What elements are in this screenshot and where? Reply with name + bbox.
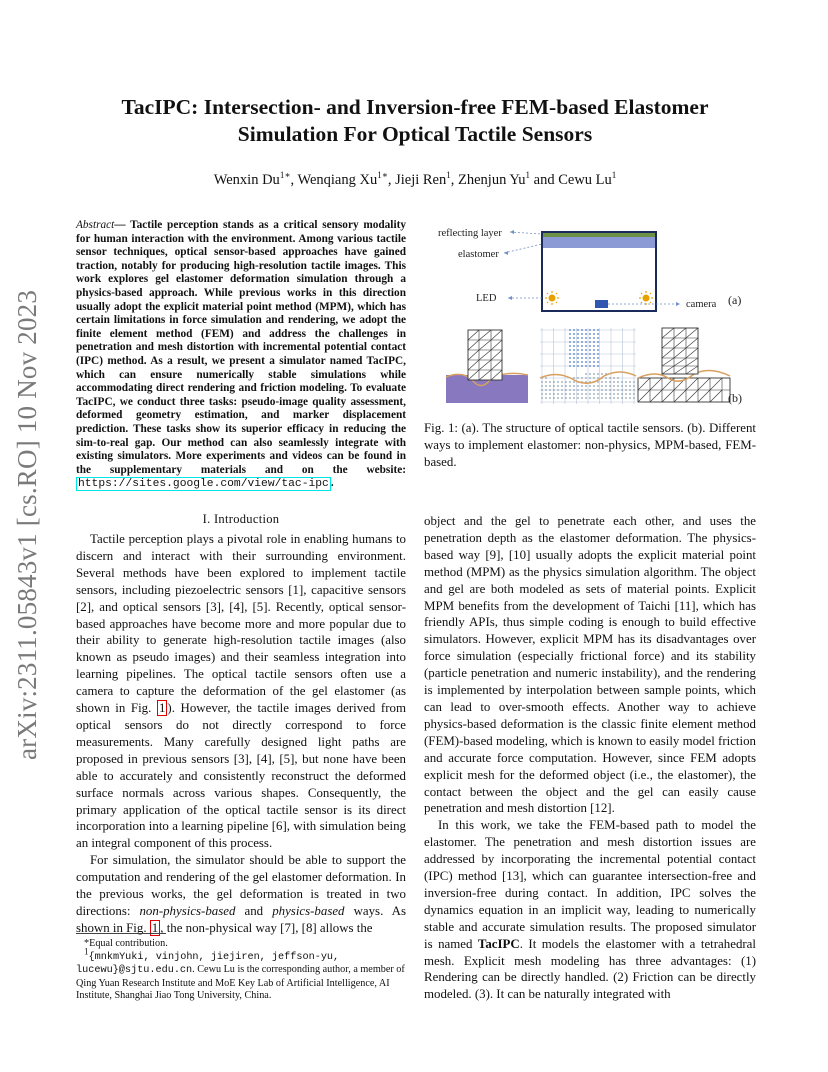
material-point (581, 389, 583, 391)
material-point (589, 385, 591, 387)
material-point (585, 349, 587, 351)
material-point (553, 385, 555, 387)
material-point (585, 345, 587, 347)
material-point (585, 341, 587, 343)
material-point (585, 365, 587, 367)
material-point (581, 365, 583, 367)
material-point (629, 381, 631, 383)
material-point (617, 377, 619, 379)
material-point (565, 385, 567, 387)
author-affiliation: 1 (611, 170, 617, 181)
material-point (585, 361, 587, 363)
material-point (593, 389, 595, 391)
material-point (545, 397, 547, 399)
material-point (565, 389, 567, 391)
material-point (577, 337, 579, 339)
led-right-icon (639, 291, 653, 305)
material-point (573, 385, 575, 387)
material-point (625, 385, 627, 387)
material-point (625, 397, 627, 399)
material-point (561, 397, 563, 399)
arrow-icon (504, 251, 508, 255)
material-point (593, 345, 595, 347)
material-point (621, 397, 623, 399)
label-reflecting-layer: reflecting layer (438, 228, 502, 239)
material-point (629, 389, 631, 391)
material-point (585, 397, 587, 399)
material-point (605, 393, 607, 395)
label-a: (a) (728, 293, 742, 307)
material-point (617, 397, 619, 399)
material-point (541, 397, 543, 399)
material-point (573, 365, 575, 367)
material-point (601, 385, 603, 387)
material-point (569, 357, 571, 359)
material-point (545, 393, 547, 395)
material-point (589, 333, 591, 335)
abstract: Abstract— Tactile perception stands as a critical sensory modality for human interaction with the environment. Among various tactile sensor techniques, optical sensor-based approaches have gained traction, notably for producing high-resolution tactile images. This work explores gel elastomer deformation simulation through a physics-based approach. While previous works in this direction usually adopt the explicit material point method (MPM), which has certain limitations in force simulation and rendering, we adopt the finite element method (FEM) and address the challenges in penetration and mesh distortion with incremental potential contact (IPC) method. As a result, we present a simulator named TacIPC, which can ensure numerically stable simulations while accommodating direct rendering and friction modeling. To evaluate TacIPC, we conduct three tasks: pseudo-image quality assessment, deformed geometry estimation, and marker displacement prediction. These tasks show its superior efficacy in reducing the sim-to-real gap. Our method can also seamlessly integrate with existing simulators. More experiments and videos can be found in the supplementary materials and on the website: https://sites.google.com/view/tac-ipc . (76, 219, 406, 491)
material-point (569, 385, 571, 387)
material-point (565, 393, 567, 395)
material-point (613, 397, 615, 399)
material-point (569, 353, 571, 355)
material-point (633, 381, 635, 383)
material-point (601, 397, 603, 399)
material-point (633, 389, 635, 391)
figure-reference-link[interactable]: 1 (151, 920, 159, 935)
material-point (545, 385, 547, 387)
material-point (601, 373, 603, 375)
material-point (573, 381, 575, 383)
material-point (549, 381, 551, 383)
material-point (633, 385, 635, 387)
material-point (585, 333, 587, 335)
material-point (573, 377, 575, 379)
material-point (573, 333, 575, 335)
title-line-1: TacIPC: Intersection- and Inversion-free FEM-based Elastomer (121, 95, 709, 119)
material-point (577, 365, 579, 367)
material-point (593, 329, 595, 331)
material-point (557, 385, 559, 387)
material-point (565, 381, 567, 383)
material-point (581, 341, 583, 343)
material-point (589, 361, 591, 363)
led-left-icon (545, 291, 559, 305)
material-point (625, 381, 627, 383)
material-point (549, 393, 551, 395)
material-point (569, 349, 571, 351)
material-point (601, 389, 603, 391)
material-point (597, 385, 599, 387)
material-point (609, 381, 611, 383)
label-elastomer: elastomer (458, 249, 499, 260)
footnote-affiliation: $^1${mnkmYuki, vinjohn, jiejiren, jeffson-yu, lucewu}@sjtu.edu.cn. Cewu Lu is the corresponding author, a member of Qing Yuan Research Institute and MoE Key Lab of Artificial Intelligence, AI Institute, Shanghai Jiao Tong University, China. (76, 946, 405, 1002)
panel-mpm (540, 328, 636, 404)
material-point (613, 381, 615, 383)
material-point (557, 381, 559, 383)
material-point (593, 397, 595, 399)
material-point (569, 389, 571, 391)
material-point (593, 377, 595, 379)
material-point (617, 381, 619, 383)
arxiv-identifier: arXiv:2311.05843v1 [cs.RO] 10 Nov 2023 (12, 289, 42, 760)
author-emails: {mnkmYuki, vinjohn, jiejiren, jeffson-yu, lucewu}@sjtu.edu.cn (76, 951, 340, 977)
material-point (589, 365, 591, 367)
material-point (581, 337, 583, 339)
material-point (597, 349, 599, 351)
material-point (573, 397, 575, 399)
author-affiliation: 1∗ (279, 170, 291, 181)
introduction-body (76, 531, 406, 937)
material-point (561, 385, 563, 387)
material-point (545, 377, 547, 379)
material-point (561, 389, 563, 391)
material-point (593, 361, 595, 363)
material-point (625, 393, 627, 395)
label-led: LED (476, 293, 497, 304)
footnote-equal-contribution: *Equal contribution. (84, 938, 168, 949)
material-point (541, 381, 543, 383)
abstract-text: — Tactile perception stands as a critical sensory modality for human interaction with the environment. Among various tactile sensor techniques, optical sensor-based approaches have gained traction, notably for producing high-resolution tactile images. This work explores gel elastomer deformation simulation through a physics-based approach. While previous works in this direction usually adopt the explicit material point method (MPM), which has certain limitations in force simulation and rendering, we adopt the finite element method (FEM) and address the challenges in penetration and mesh distortion with incremental potential contact (IPC) method. As a result, we present a simulator named TacIPC, which can ensure numerically stable simulations while accommodating direct rendering and friction modeling. To evaluate TacIPC, we conduct three tasks: pseudo-image quality assessment, deformed geometry estimation, and marker displacement prediction. These tasks show its superior efficacy in reducing the sim-to-real gap. Our method can also seamlessly integrate with existing simulators. More experiments and videos can be found in the supplementary materials and on the website: (76, 219, 406, 476)
material-point (589, 341, 591, 343)
material-point (585, 377, 587, 379)
material-point (569, 365, 571, 367)
material-point (589, 329, 591, 331)
arrow-icon (510, 230, 514, 234)
material-point (593, 393, 595, 395)
material-point (617, 393, 619, 395)
material-point (553, 381, 555, 383)
author-name: Jieji Ren (395, 172, 447, 188)
material-point (569, 397, 571, 399)
material-point (581, 361, 583, 363)
material-point (589, 357, 591, 359)
material-point (609, 397, 611, 399)
material-point (597, 357, 599, 359)
material-point (577, 385, 579, 387)
material-point (605, 381, 607, 383)
material-point (581, 357, 583, 359)
paragraph: For simulation, the simulator should be able to support the computation and rendering of the gel elastomer deformation. In the previous works, the gel deformation is treated in two directions: non-physics-based and physics-based ways. As shown in Fig. 1 , the non-physical way [7], [8] allows the (76, 853, 406, 935)
material-point (613, 389, 615, 391)
material-point (581, 345, 583, 347)
material-point (621, 393, 623, 395)
material-point (549, 385, 551, 387)
abstract-label: Abstract (76, 219, 115, 231)
material-point (585, 329, 587, 331)
author-affiliation: 1∗ (377, 170, 388, 181)
material-point (589, 337, 591, 339)
paper-title (80, 94, 750, 148)
material-point (573, 341, 575, 343)
paragraph: Tactile perception plays a pivotal role in enabling humans to discern and interact with their surrounding environment. Several methods have been explored to implement tactile sensors, including piezoelectric sensors [1], capacitive sensors [2], and optical sensors [3], [4], [5]. Recently, optical sensor-based approaches have become more and more popular due to their ability to generate high-resolution tactile images (also known as pseudo images) and their seamless integration into learning pipelines. The optical tactile sensors often use a camera to capture the deformation of the gel elastomer (as shown in Fig. 1 ). However, the tactile images derived from optical sensors do not directly correspond to force measurements. Many carefully designed light paths are proposed in previous sensors [3], [4], [5], but none have been able to accurately and consistently reconstruct the deformed surface normals across various shapes. Consequently, the primary application of the optical tactile sensor is its direct incorporation into a learning pipeline [6], with simulation being an integral component of this process. (76, 532, 406, 851)
arrow-icon (676, 302, 680, 306)
material-point (593, 357, 595, 359)
material-point (557, 397, 559, 399)
material-point (549, 397, 551, 399)
material-point (589, 377, 591, 379)
title-line-2: Simulation For Optical Tactile Sensors (237, 122, 593, 146)
material-point (577, 389, 579, 391)
website-link[interactable]: https://sites.google.com/view/tac-ipc (78, 478, 329, 491)
author-affiliation: 1 (446, 170, 451, 181)
material-point (597, 353, 599, 355)
material-point (569, 381, 571, 383)
material-point (585, 373, 587, 375)
material-point (569, 361, 571, 363)
label-camera: camera (686, 299, 717, 310)
material-point (609, 385, 611, 387)
material-point (541, 389, 543, 391)
material-point (573, 337, 575, 339)
material-point (569, 341, 571, 343)
material-point (577, 361, 579, 363)
right-column-body (424, 513, 756, 1003)
material-point (589, 393, 591, 395)
material-point (609, 389, 611, 391)
material-point (545, 389, 547, 391)
arrow-icon (508, 296, 512, 300)
material-point (617, 385, 619, 387)
figure-caption: Fig. 1: (a). The structure of optical tactile sensors. (b). Different ways to implement elastomer: non-physics, MPM-based, FEM-based. (424, 421, 756, 469)
material-point (569, 345, 571, 347)
material-point (585, 353, 587, 355)
material-point (553, 397, 555, 399)
material-point (585, 337, 587, 339)
camera-icon (595, 300, 608, 308)
material-point (605, 389, 607, 391)
figure-1 (424, 220, 756, 415)
material-point (573, 389, 575, 391)
material-point (541, 393, 543, 395)
material-point (597, 377, 599, 379)
author-name: Zhenjun Yu (458, 172, 526, 188)
author-name: Cewu Lu (558, 172, 612, 188)
material-point (573, 393, 575, 395)
material-point (581, 393, 583, 395)
material-point (597, 329, 599, 331)
material-point (629, 397, 631, 399)
material-point (581, 385, 583, 387)
material-point (601, 393, 603, 395)
author-name: Wenxin Du (213, 172, 280, 188)
material-point (597, 393, 599, 395)
material-point (625, 389, 627, 391)
material-point (561, 381, 563, 383)
material-point (589, 349, 591, 351)
material-point (613, 385, 615, 387)
material-point (633, 397, 635, 399)
material-point (573, 349, 575, 351)
material-point (605, 397, 607, 399)
material-point (593, 337, 595, 339)
material-point (597, 373, 599, 375)
material-point (585, 357, 587, 359)
material-point (593, 353, 595, 355)
material-point (573, 361, 575, 363)
material-point (577, 341, 579, 343)
material-point (585, 385, 587, 387)
material-point (597, 397, 599, 399)
material-point (609, 393, 611, 395)
elastomer-layer (542, 237, 656, 248)
material-point (589, 373, 591, 375)
material-point (593, 365, 595, 367)
material-point (569, 337, 571, 339)
panel-fem (638, 328, 730, 402)
material-point (617, 389, 619, 391)
material-point (585, 389, 587, 391)
material-point (581, 329, 583, 331)
material-point (577, 397, 579, 399)
material-point (589, 345, 591, 347)
material-point (605, 385, 607, 387)
material-point (553, 393, 555, 395)
material-point (573, 345, 575, 347)
material-point (569, 329, 571, 331)
material-point (593, 333, 595, 335)
material-point (597, 333, 599, 335)
material-point (597, 365, 599, 367)
material-point (633, 393, 635, 395)
material-point (569, 333, 571, 335)
figure-reference-link[interactable]: 1 (158, 701, 166, 716)
material-point (577, 349, 579, 351)
material-point (573, 357, 575, 359)
paragraph: In this work, we take the FEM-based path to model the elastomer. The penetration and mesh distortion issues are addressed by incorporating the incremental potential contact (IPC) method [13], which can guarantee intersection-free and inversion-free during contact. In addition, IPC solves the dynamics equation in an implicit way, leading to numerically stable and accurate simulation results. The proposed simulator is named TacIPC. It models the elastomer with a tetrahedral mesh. Explicit mesh modeling has three advantages: (1) Rendering can be directly handled. (2) Friction can be directly modeled. (3). It can be naturally integrated with (424, 818, 756, 1002)
material-point (589, 389, 591, 391)
material-point (545, 381, 547, 383)
material-point (557, 389, 559, 391)
footnotes (76, 933, 406, 1003)
author-list: Wenxin $Du^{1∗}$, Wenqiang $Xu^{1∗}$, Jieji Ren$^1$, Zhenjun Yu$^1$ and Cewu Lu$^1$ (213, 170, 617, 188)
material-point (577, 329, 579, 331)
material-point (581, 377, 583, 379)
material-point (581, 349, 583, 351)
material-point (593, 341, 595, 343)
material-point (593, 349, 595, 351)
material-point (597, 341, 599, 343)
label-b: (b) (728, 391, 742, 405)
material-point (621, 385, 623, 387)
material-point (629, 385, 631, 387)
material-point (565, 397, 567, 399)
material-point (585, 393, 587, 395)
section-heading-introduction: I. Introduction (202, 512, 280, 526)
material-point (573, 353, 575, 355)
paragraph: object and the gel to penetrate each other, and uses the penetration depth as the elastomer deformation. The physics-based way [9], [10] usually adopts the explicit material point method (MPM) as the physics simulation algorithm. The object and gel are both modeled as sets of material points. Explicit MPM benefits from the development of Taichi [11], which has friendly APIs, thus simple coding is enough to build effective simulators. However, explicit MPM has its disadvantages over force simulation (especially frictional force) and its stability (particle penetration and numeric instability), and the rendering is implemented by interpolation between sample points, which can lead to over-smooth effects. Another way to achieve physics-based deformation is the classic finite element method (FEM)-based modeling, which is known to easily model friction and accurate force computation. However, since FEM adopts explicit mesh for the deformed object (i.e., the elastomer), the contact between the object and the gel can easily cause penetration and mesh distortion [12]. (424, 514, 756, 816)
material-point (593, 373, 595, 375)
material-point (597, 389, 599, 391)
material-point (581, 353, 583, 355)
material-point (577, 353, 579, 355)
material-point (601, 381, 603, 383)
material-point (629, 393, 631, 395)
material-point (597, 361, 599, 363)
material-point (577, 345, 579, 347)
material-point (597, 337, 599, 339)
material-point (581, 333, 583, 335)
author-name: Wenqiang Xu (297, 172, 378, 188)
material-point (577, 377, 579, 379)
material-point (613, 393, 615, 395)
material-point (597, 381, 599, 383)
material-point (577, 333, 579, 335)
material-point (621, 381, 623, 383)
material-point (593, 385, 595, 387)
footnote-rule (76, 933, 166, 934)
material-point (569, 393, 571, 395)
material-point (577, 357, 579, 359)
material-point (609, 377, 611, 379)
material-point (561, 393, 563, 395)
material-point (581, 397, 583, 399)
material-point (549, 389, 551, 391)
panel-non-physics (446, 330, 528, 403)
material-point (541, 385, 543, 387)
material-point (605, 377, 607, 379)
material-point (573, 329, 575, 331)
material-point (597, 345, 599, 347)
material-point (589, 353, 591, 355)
material-point (553, 389, 555, 391)
material-point (621, 389, 623, 391)
material-point (577, 393, 579, 395)
material-point (613, 377, 615, 379)
material-point (589, 397, 591, 399)
author-affiliation: 1 (525, 170, 531, 181)
material-point (557, 393, 559, 395)
